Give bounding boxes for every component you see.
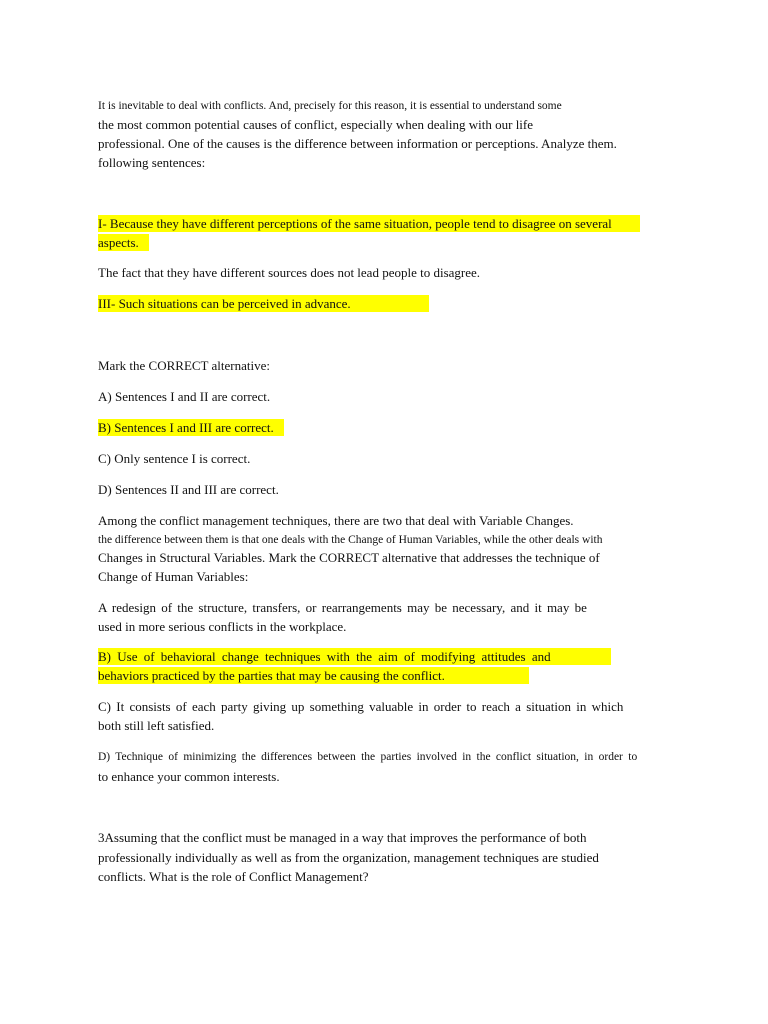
question-1-option-d: D) Sentences II and III are correct.: [98, 482, 279, 497]
sentence-3-text: III- Such situations can be perceived in advance.: [98, 295, 429, 312]
question-3-line-3: conflicts. What is the role of Conflict Management?: [98, 869, 369, 884]
intro-line-3: professional. One of the causes is the difference between information or perceptions. Analyze them.: [98, 136, 617, 151]
intro-line-4: following sentences:: [98, 155, 206, 170]
question-2-option-c-line-1: C) It consists of each party giving up something valuable in order to reach a situation in which: [98, 699, 624, 714]
intro-line-1: It is inevitable to deal with conflicts. And, precisely for this reason, it is essential to understand some: [98, 100, 562, 112]
sentence-1-line-1-text: I- Because they have different perceptions of the same situation, people tend to disagree on several: [98, 215, 640, 232]
question-2-option-a-line-2: used in more serious conflicts in the workplace.: [98, 619, 347, 634]
question-2-option-d-line-2: to enhance your common interests.: [98, 769, 280, 784]
question-2-option-b-line-1-text: B) Use of behavioral change techniques with the aim of modifying attitudes and: [98, 648, 611, 665]
question-2-line-3: Changes in Structural Variables. Mark the CORRECT alternative that addresses the technique of: [98, 550, 600, 565]
intro-line-2: the most common potential causes of conflict, especially when dealing with our life: [98, 117, 534, 132]
sentence-2: The fact that they have different sources does not lead people to disagree.: [98, 265, 481, 280]
question-1-option-c: C) Only sentence I is correct.: [98, 451, 251, 466]
question-3-line-2: professionally individually as well as from the organization, management techniques are studied: [98, 850, 599, 865]
question-2-line-1: Among the conflict management techniques, there are two that deal with Variable Changes.: [98, 513, 574, 528]
sentence-1-line-2-text: aspects.: [98, 234, 149, 251]
sentence-1-line-1: [98, 216, 640, 232]
question-2-line-4: Change of Human Variables:: [98, 569, 249, 584]
question-2-line-2: the difference between them is that one deals with the Change of Human Variables, while the other deals with: [98, 534, 603, 546]
question-1-prompt: Mark the CORRECT alternative:: [98, 358, 270, 373]
question-2-option-b-line-2: [98, 668, 529, 684]
question-1-option-b: [98, 420, 284, 436]
sentence-1-line-2: [98, 235, 149, 251]
question-2-option-c-line-2: both still left satisfied.: [98, 718, 215, 733]
question-2-option-b-line-1: [98, 649, 611, 665]
question-3-line-1: 3Assuming that the conflict must be managed in a way that improves the performance of both: [98, 830, 587, 845]
question-2-option-d-line-1: D) Technique of minimizing the differences between the parties involved in the conflict situation, in order to: [98, 751, 638, 763]
sentence-3: [98, 296, 429, 312]
question-1-option-b-text: B) Sentences I and III are correct.: [98, 419, 284, 436]
question-2-option-a-line-1: A redesign of the structure, transfers, or rearrangements may be necessary, and it may be: [98, 600, 587, 615]
question-2-option-b-line-2-text: behaviors practiced by the parties that may be causing the conflict.: [98, 667, 529, 684]
question-1-option-a: A) Sentences I and II are correct.: [98, 389, 271, 404]
